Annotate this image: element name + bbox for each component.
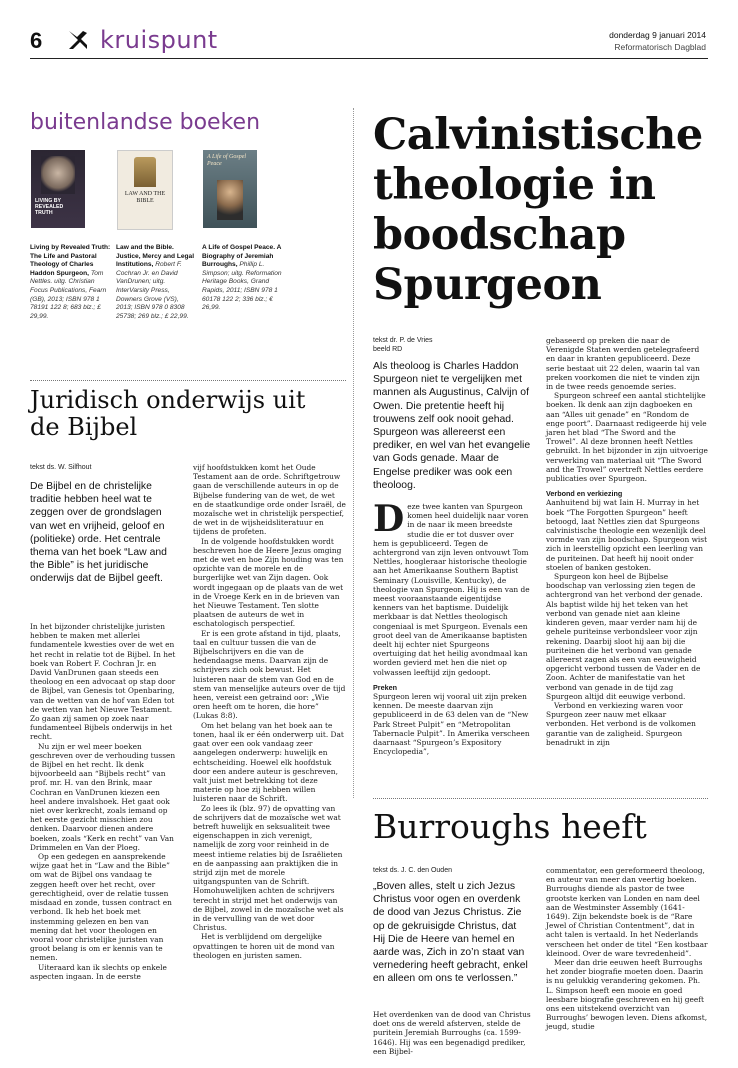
book-cover-title: LAW AND THE BIBLE xyxy=(124,191,166,204)
paragraph: commentator, een gereformeerd theoloog, en auteur van meer dan veertig boeken. Burroughs diende als pastor de twee grootste kerken van Londen en nam deel aan de Westminster Assembly (1641-1649). Zijn bekendste boek is de “Rare Jewel of Christian Contentment”, dat in acht talen is vertaald. In het Nederlands verscheen het onder de titel “Een kostbaar kleinood. Over de ware tevredenheid”. xyxy=(546,866,708,958)
book-cover-image xyxy=(203,150,257,228)
paragraph: Het overdenken van de dood van Christus doet ons de wereld afsterven, stelde de puritein Jeremiah Burroughs (ca. 1599-1646). Hij was een begenadigd prediker, een Bijbel- xyxy=(373,1010,531,1056)
article-byline: tekst dr. P. de Vries xyxy=(373,337,433,344)
paragraph: Aanhuitend bij wat Iain H. Murray in het boek “The Forgotten Spurgeon” heeft betoogd, laat Nettles zien dat Spurgeons calvinistische theologie een wezenlijk deel vormde van zijn boodschap. Spurgeon wist zich in leerstellig opzicht een leerling van de puriteinen. Dat heeft hij nooit onder stoelen of banken gestoken. xyxy=(546,498,708,572)
section-title: kruispunt xyxy=(100,26,218,54)
book-item xyxy=(202,150,284,375)
paragraph: Zo lees ik (blz. 97) de opvatting van de schrijvers dat de mozaïsche wet wat betreft huwelijk en seksualiteit twee eigenschappen in zich verenigt, namelijk de zorg voor reinheid in de meest intieme relaties bij de Israëlieten en de aanpassing aan praktijken die in strijd zijn met de morele uitgangspunten van de Schrift. Homohuwelijken achten de schrijvers terecht in strijd met het onderwijs van de Bijbel, zowel in de mozaïsche wet als in de vervulling van de wet door Christus. xyxy=(193,803,344,933)
book-item xyxy=(116,150,196,375)
section-logo-icon xyxy=(66,28,90,52)
article-column xyxy=(546,336,708,747)
subheading: Preken xyxy=(373,682,397,692)
paragraph: Meer dan drie eeuwen heeft Burroughs het zonder biografie moeten doen. Daarin is nu gelukkig verandering gekomen. Ph. L. Simpson heeft een mooie en goed leesbare biografie geschreven en hij geeft ons een uitstekend overzicht van Burroughs’ bewogen leven. Diens afkomst, jeugd, studie xyxy=(546,958,708,1032)
paragraph: Spurgeon schreef een aantal stichtelijke boeken. Ik denk aan zijn dagboeken en aan “Alles uit genade” en “Rondom de enge poort”. Daarnaast redigeerde hij vele jaren het blad “The Sword and the Trowel”. Al deze bronnen heeft Nettles gebruikt. In het bijzonder in zijn uitvoerige verwerking van materiaal uit “The Sword and the Trowel” overtreft Nettles eerdere publicaties over Spurgeon. xyxy=(546,391,708,484)
books-heading: buitenlandse boeken xyxy=(30,110,261,135)
paragraph: Spurgeon kon heel de Bijbelse boodschap van verlossing zien tegen de achtergrond van het verbond der genade. Als baptist wilde hij het teken van het verbond van genade niet aan kleine kinderen geven, maar verder nam hij de gehele puriteinse verbondsleer voor zijn rekening. Daarbij sloot hij aan bij die puriteinen die het verbond van genade allereerst zagen als een van eeuwigheid opgericht verbond tussen de Vader en de Zoon. Achter de manifestatie van het verbond van genade in de tijd zag Spurgeon altijd dit eeuwige verbond. xyxy=(546,572,703,701)
header-paper: Reformatorisch Dagblad xyxy=(614,42,706,52)
paragraph: Op een gedegen en aansprekende wijze gaat het in “Law and the Bible” om wat de Bijbel ons vandaag te zeggen heeft over het recht, over gerechtigheid, over de relatie tussen misdaad en zonde, tussen contract en verbond. Ik heb het boek met instemming gelezen en ben van mening dat het voor theologen en vooral voor christelijke juristen van groot belang is om er kennis van te nemen. xyxy=(30,852,172,963)
book-details: Phillip L. Simpson; uitg. Reformation Heritage Books, Grand Rapids, 2011; ISBN 978 1 60178 122 2; 336 blz.; € 26,99. xyxy=(202,261,282,312)
header-rule xyxy=(30,58,708,59)
paragraph: Om het belang van het boek aan te tonen, haal ik er één onderwerp uit. Dat gaat over een ook vandaag zeer aangelegen onderwerp: huwelijk en echtscheiding. Hoewel elk hoofdstuk door een andere auteur is geschreven, valt juist met betrekking tot deze materie op hoe zij hebben willen luisteren naar de Schrift. xyxy=(193,720,344,804)
book-cover-image xyxy=(117,150,173,230)
page-number: 6 xyxy=(30,28,43,53)
article-column xyxy=(193,463,346,960)
article-lead: „Boven alles, stelt u zich Jezus Christus voor ogen en overdenk de dood van Jezus Christus. Zie op de gekruisigde Christus, dat Hij Die de Heere van hemel en aarde was, Zich in zo’n staat van vernedering heeft gebracht, enkel en alleen om ons te verlossen.” xyxy=(373,881,528,985)
book-details: Tom Nettles. uitg. Christian Focus Publications, Fearn (GB), 2013; ISBN 978 1 78191 122 8; 683 blz.; £ 29,99. xyxy=(30,269,107,320)
book-cover-title: A Life of Gospel Peace xyxy=(207,154,247,167)
book-cover-image xyxy=(31,150,85,228)
article-column xyxy=(546,866,708,1032)
separator xyxy=(30,380,346,381)
photo-credit: beeld RD xyxy=(373,346,403,353)
paragraph: Nu zijn er wel meer boeken geschreven over de verhouding tussen de Bijbel en het recht. Ik denk bijvoorbeeld aan “Bijbels recht” van prof. mr. H. van den Brink, maar Cochran en VanDrunen kiezen een heel andere invalshoek. Het gaat ook niet over kerkrecht, zoals iemand op het eerste gezicht misschien zou denken. Daarvoor dienen andere boeken, zoals “Kerk en recht” van Van Drimmelen en Van der Ploeg. xyxy=(30,741,176,852)
article-column xyxy=(30,622,178,981)
paragraph: In het bijzonder christelijke juristen hebben te maken met allerlei fundamentele kwesties over de wet en het recht in relatie tot de Bijbel. In het boek van Robert F. Cochran Jr. en David VanDrunen gaan steeds een theoloog en een advocaat op stap door de Bijbel, van Genesis tot Openbaring, van de wetten van de hof van Eden tot de wetten van het Nieuwe Testament. Zo gaan zij samen op zoek naar fundamenteel Bijbels onderwijs in het recht. xyxy=(30,622,176,742)
article-column xyxy=(373,498,531,757)
separator xyxy=(373,798,708,799)
article-byline: tekst ds. J. C. den Ouden xyxy=(373,867,452,874)
article-headline: Juridisch onderwijs uit de Bijbel xyxy=(30,386,306,441)
book-details: Robert F. Cochran Jr. en David VanDrunen; uitg. InterVarsity Press, Downers Grove (VS), 2013; ISBN 978 0 8308 25738; 269 blz.; £ 22,99. xyxy=(116,261,189,320)
paragraph: vijf hoofdstukken komt het Oude Testament aan de orde. Schriftgetrouw gaan de verschillende auteurs in op de Bijbelse fundering van de wet, de wet en de staatkundige orde onder Israël, de mozaïsche wet in christelijk perspectief, de wet in de wijsheidsliteratuur en tijdens de profeten. xyxy=(193,463,346,537)
article-lead: De Bijbel en de christelijke traditie hebben heel wat te zeggen over de grondslagen van wet en vrijheid, geloof en (politieke) orde. Het centrale thema van het boek “Law and the Bible” is het juridische onderwijs dat de Bijbel geeft. xyxy=(30,481,167,585)
book-cover-title: LIVING BY REVEALED TRUTH xyxy=(35,198,64,216)
book-title: Living by Revealed Truth: The Life and Pastoral Theology of Charles Haddon Spurgeon, xyxy=(30,244,111,277)
paragraph: Er is een grote afstand in tijd, plaats, taal en cultuur tussen die van de Bijbelschrijvers en die van de hedendaagse mens. Daarvan zijn de schrijvers zich ook bewust. Het luisteren naar de stem van God en de stem van menselijke auteurs over de tijd heen, vereist een getraind oor: „Wie oren heeft om te horen, die hore” (Lukas 8:8). xyxy=(193,628,346,721)
paragraph: Verbond en verkiezing waren voor Spurgeon zeer nauw met elkaar verbonden. Het verbond is de volkomen garantie van de zaligheid. Spurgeon benadrukt in zijn xyxy=(546,700,696,747)
paragraph: eze twee kanten van Spurgeon komen heel duidelijk naar voren in de naar ik meen breedste studie die er tot dusver over hem is gepubliceerd. Tegen de achtergrond van zijn leven ontvouwt Tom Nettles, hoogleraar historische theologie aan het Amerikaanse Southern Baptist Seminary (Louisville, Kentucky), de theologie van Spurgeon. Hij is een van de meest vooraanstaande eigentijdse kenners van het baptisme. Duidelijk merkbaar is dat Nettles theologisch congeniaal is met Spurgeon. Evenals een groot deel van de Amerikaanse baptisten deelt hij echter niet Spurgeons overtuiging dat het heilig avondmaal kan worden gevierd met hen die niet op volwassen leeftijd zijn gedoopt. xyxy=(373,502,530,677)
header-date: donderdag 9 januari 2014 xyxy=(609,30,706,40)
dropcap: D xyxy=(373,498,405,540)
book-title: A Life of Gospel Peace. A Biography of Jeremiah Burroughs, xyxy=(202,244,282,269)
article-headline: Calvinistische theologie in boodschap Spurgeon xyxy=(373,110,703,310)
article-column xyxy=(373,1010,531,1056)
article-byline: tekst ds. W. Silfhout xyxy=(30,464,92,471)
book-title: Law and the Bible. Justice, Mercy and Legal Institutions, xyxy=(116,244,195,269)
subheading: Verbond en verkiezing xyxy=(546,489,623,499)
column-divider xyxy=(353,108,354,798)
article-headline: Burroughs heeft xyxy=(373,807,647,846)
paragraph: Het is verblijdend om dergelijke opvattingen te horen uit de mond van theologen en juristen samen. xyxy=(193,932,335,960)
book-item xyxy=(30,150,110,375)
paragraph: Uiteraard kan ik slechts op enkele aspecten ingaan. In de eerste xyxy=(30,962,167,981)
paragraph: gebaseerd op preken die naar de Verenigde Staten werden getelegrafeerd en daar in kranten gepubliceerd. Deze serie bestaat uit 22 delen, waarin tal van preken voorkomen die niet te vinden zijn in de twee reeds genoemde series. xyxy=(546,336,700,392)
paragraph: Spurgeon leren wij vooral uit zijn preken kennen. De meeste daarvan zijn gepubliceerd in de 63 delen van de “New Park Street Pulpit” en “Metropolitan Tabernacle Pulpit”. In Amerika verscheen daarnaast “Spurgeon’s Expository Encyclopedia”, xyxy=(373,692,530,757)
paragraph: In de volgende hoofdstukken wordt beschreven hoe de Heere Jezus omging met de wet en hoe Zijn houding was ten opzichte van de morele en de burgerlijke wet van Zijn dagen. Ook wordt ingegaan op de plaats van de wet in de Vroege Kerk en in de brieven van het Nieuwe Testament. Ten slotte plaatsen de auteurs de wet in eschatologisch perspectief. xyxy=(193,536,344,629)
article-lead: Als theoloog is Charles Haddon Spurgeon niet te vergelijken met mannen als Augustinus, Calvijn of Owen. Die pretentie heeft hij trouwens zelf ook nooit gehad. Spurgeon was allereerst een prediker, en wel van het evangelie van Gods genade. Maar de Engelse prediker was ook een theoloog. xyxy=(373,361,531,491)
